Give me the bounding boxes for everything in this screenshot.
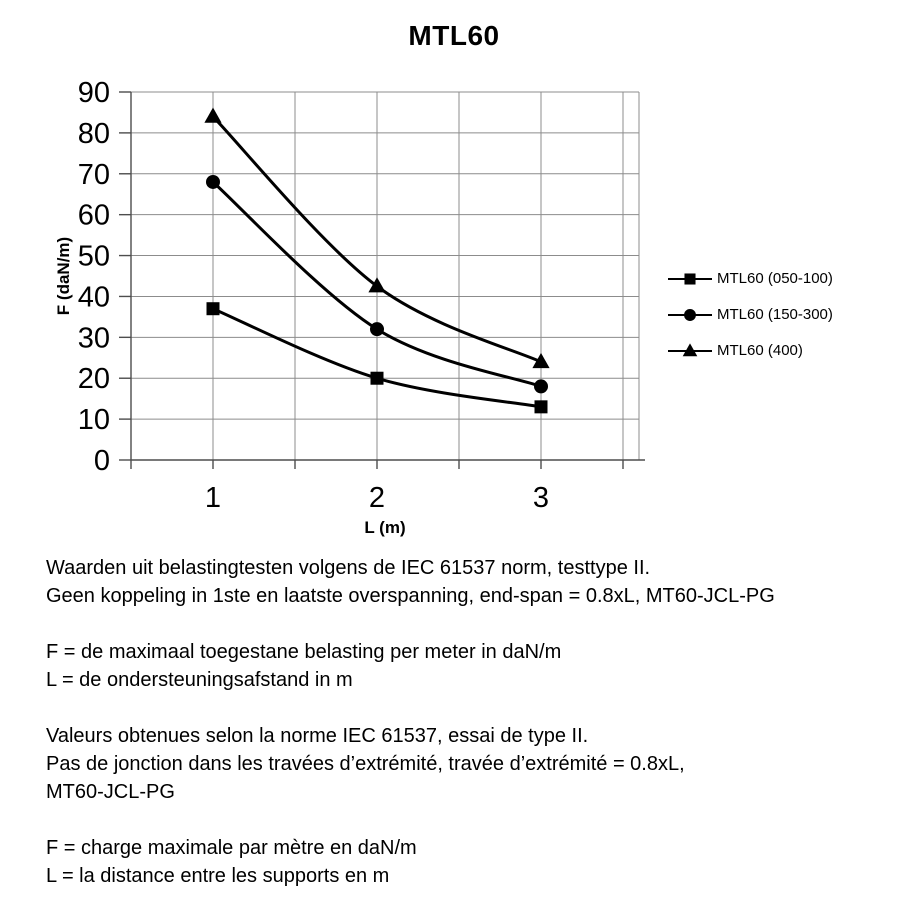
x-tick-label: 3 [532, 482, 550, 514]
chart-title: MTL60 [408, 20, 500, 51]
triangle-marker-icon [204, 108, 221, 123]
legend-label: MTL60 (400) [717, 342, 803, 359]
legend-label: MTL60 (150-300) [717, 306, 833, 323]
square-marker-icon [535, 400, 548, 413]
circle-marker-icon [684, 309, 696, 321]
legend-item-mtl60-050-100 [668, 268, 833, 289]
legend-key-triangle-marker-icon [668, 341, 712, 361]
note-line: F = de maximaal toegestane belasting per meter in daN/m [46, 641, 562, 663]
y-tick-label: 80 [77, 117, 110, 150]
chart-legend [668, 268, 833, 361]
x-axis-title: L (m) [364, 518, 406, 537]
x-tick-label: 1 [204, 482, 222, 514]
legend-item-mtl60-400 [668, 340, 833, 361]
note-line: MT60-JCL-PG [46, 781, 175, 803]
note-line: F = charge maximale par mètre en daN/m [46, 837, 417, 859]
x-tick-label: 2 [368, 482, 386, 514]
y-tick-label: 50 [77, 240, 110, 273]
note-block-french-standard [46, 722, 900, 806]
note-block-dutch-legend [46, 638, 900, 694]
note-line: Waarden uit belastingtesten volgens de IEC 61537 norm, testtype II. [46, 557, 651, 579]
legend-item-mtl60-150-300 [668, 304, 833, 325]
y-tick-label: 20 [77, 363, 110, 396]
note-line: L = la distance entre les supports en m [46, 865, 390, 887]
triangle-marker-icon [368, 277, 385, 292]
y-tick-label: 10 [77, 404, 110, 437]
circle-marker-icon [534, 379, 548, 393]
y-tick-label: 60 [77, 199, 110, 232]
y-tick-label: 70 [77, 158, 110, 191]
note-line: Geen koppeling in 1ste en laatste overspanning, end-span = 0.8xL, MT60-JCL-PG [46, 585, 775, 607]
triangle-marker-icon [683, 343, 698, 356]
note-line: Pas de jonction dans les travées d’extrémité, travée d’extrémité = 0.8xL, [46, 753, 685, 775]
square-marker-icon [684, 273, 695, 284]
note-line: L = de ondersteuningsafstand in m [46, 669, 353, 691]
circle-marker-icon [206, 175, 220, 189]
note-line: Valeurs obtenues selon la norme IEC 61537, essai de type II. [46, 725, 589, 747]
y-axis-title: F (daN/m) [54, 236, 73, 316]
y-tick-label: 90 [77, 77, 110, 109]
square-marker-icon [371, 372, 384, 385]
legend-key-square-marker-icon [668, 269, 712, 289]
legend-label: MTL60 (050-100) [717, 270, 833, 287]
y-tick-label: 30 [77, 322, 110, 355]
note-block-dutch-standard [46, 554, 900, 610]
square-marker-icon [207, 302, 220, 315]
y-tick-label: 40 [77, 281, 110, 314]
note-block-french-legend [46, 834, 900, 890]
circle-marker-icon [370, 322, 384, 336]
legend-key-circle-marker-icon [668, 305, 712, 325]
notes-text [46, 554, 900, 908]
y-tick-label: 0 [93, 445, 110, 477]
